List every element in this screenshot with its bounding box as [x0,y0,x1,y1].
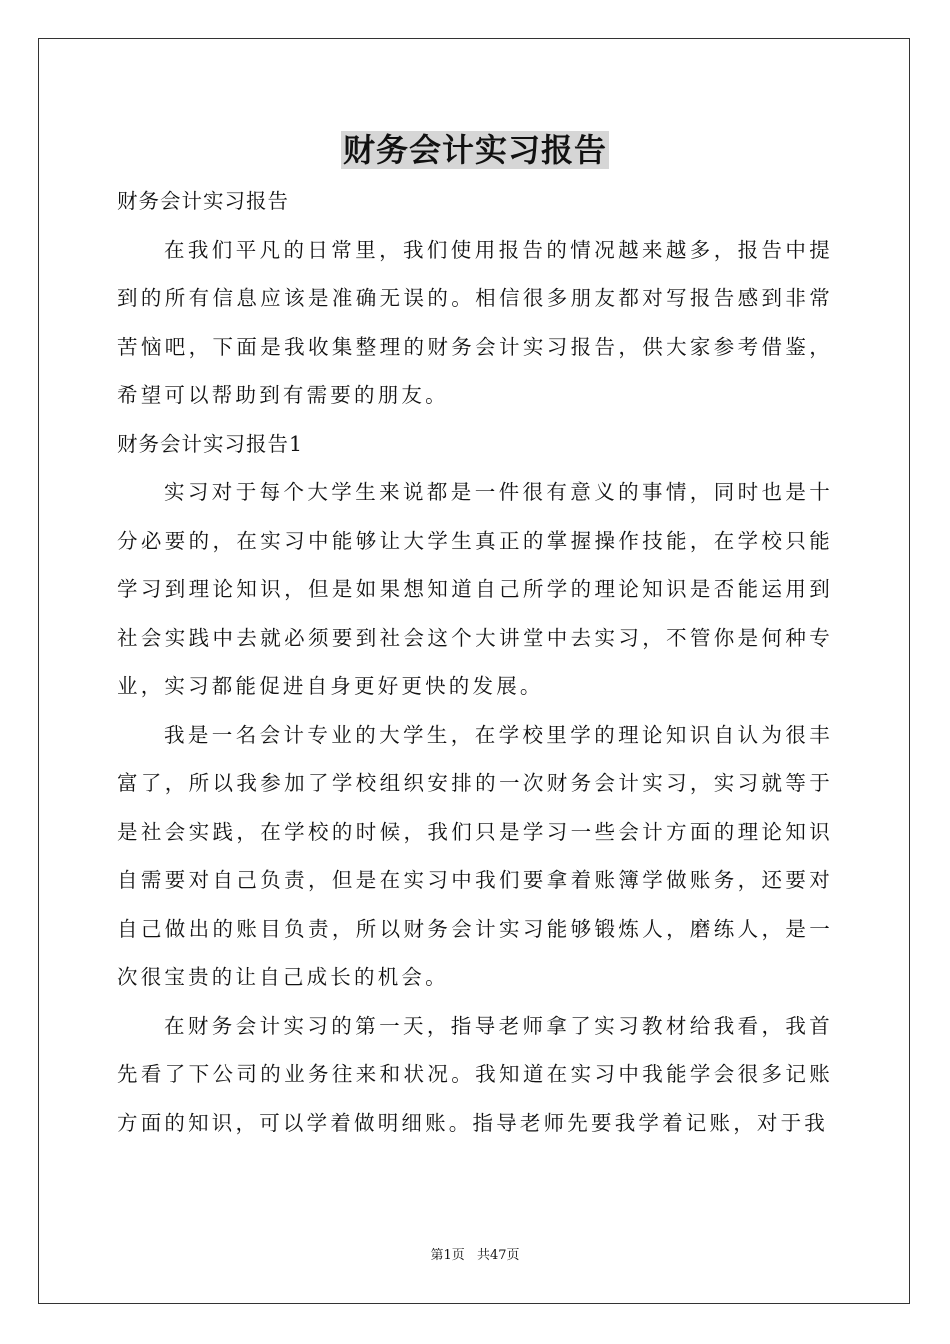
document-body [117,177,833,1147]
document-subtitle: 财务会计实习报告 [117,189,289,213]
body-paragraph-2: 我是一名会计专业的大学生，在学校里学的理论知识自认为很丰富了，所以我参加了学校组织安排的一次财务会计实习，实习就等于是社会实践，在学校的时候，我们只是学习一些会计方面的理论知识自需要对自己负责，但是在实习中我们要拿着账簿学做账务，还要对自己做出的账目负责，所以财务会计实习能够锻炼人，磨练人，是一次很宝贵的让自己成长的机会。 [117,722,833,989]
body-paragraph-1: 实习对于每个大学生来说都是一件很有意义的事情，同时也是十分必要的，在实习中能够让大学生真正的掌握操作技能，在学校只能学习到理论知识，但是如果想知道自己所学的理论知识是否能运用到社会实践中去就必须要到社会这个大讲堂中去实习，不管你是何种专业，实习都能促进自身更好更快的发展。 [117,480,833,698]
body-paragraph-3: 在财务会计实习的第一天，指导老师拿了实习教材给我看，我首先看了下公司的业务往来和状况。我知道在实习中我能学会很多记账方面的知识，可以学着做明细账。指导老师先要我学着记账，对于我 [117,1013,833,1135]
section-heading: 财务会计实习报告1 [117,431,304,456]
document-title [0,128,950,172]
page-total: 共47页 [476,1248,520,1263]
document-title-text: 财务会计实习报告 [342,131,607,169]
intro-paragraph: 在我们平凡的日常里，我们使用报告的情况越来越多，报告中提到的所有信息应该是准确无误的。相信很多朋友都对写报告感到非常苦恼吧，下面是我收集整理的财务会计实习报告，供大家参考借鉴，希望可以帮助到有需要的朋友。 [117,237,833,407]
page-footer [0,1246,950,1266]
page-number: 第1页 [430,1248,465,1263]
